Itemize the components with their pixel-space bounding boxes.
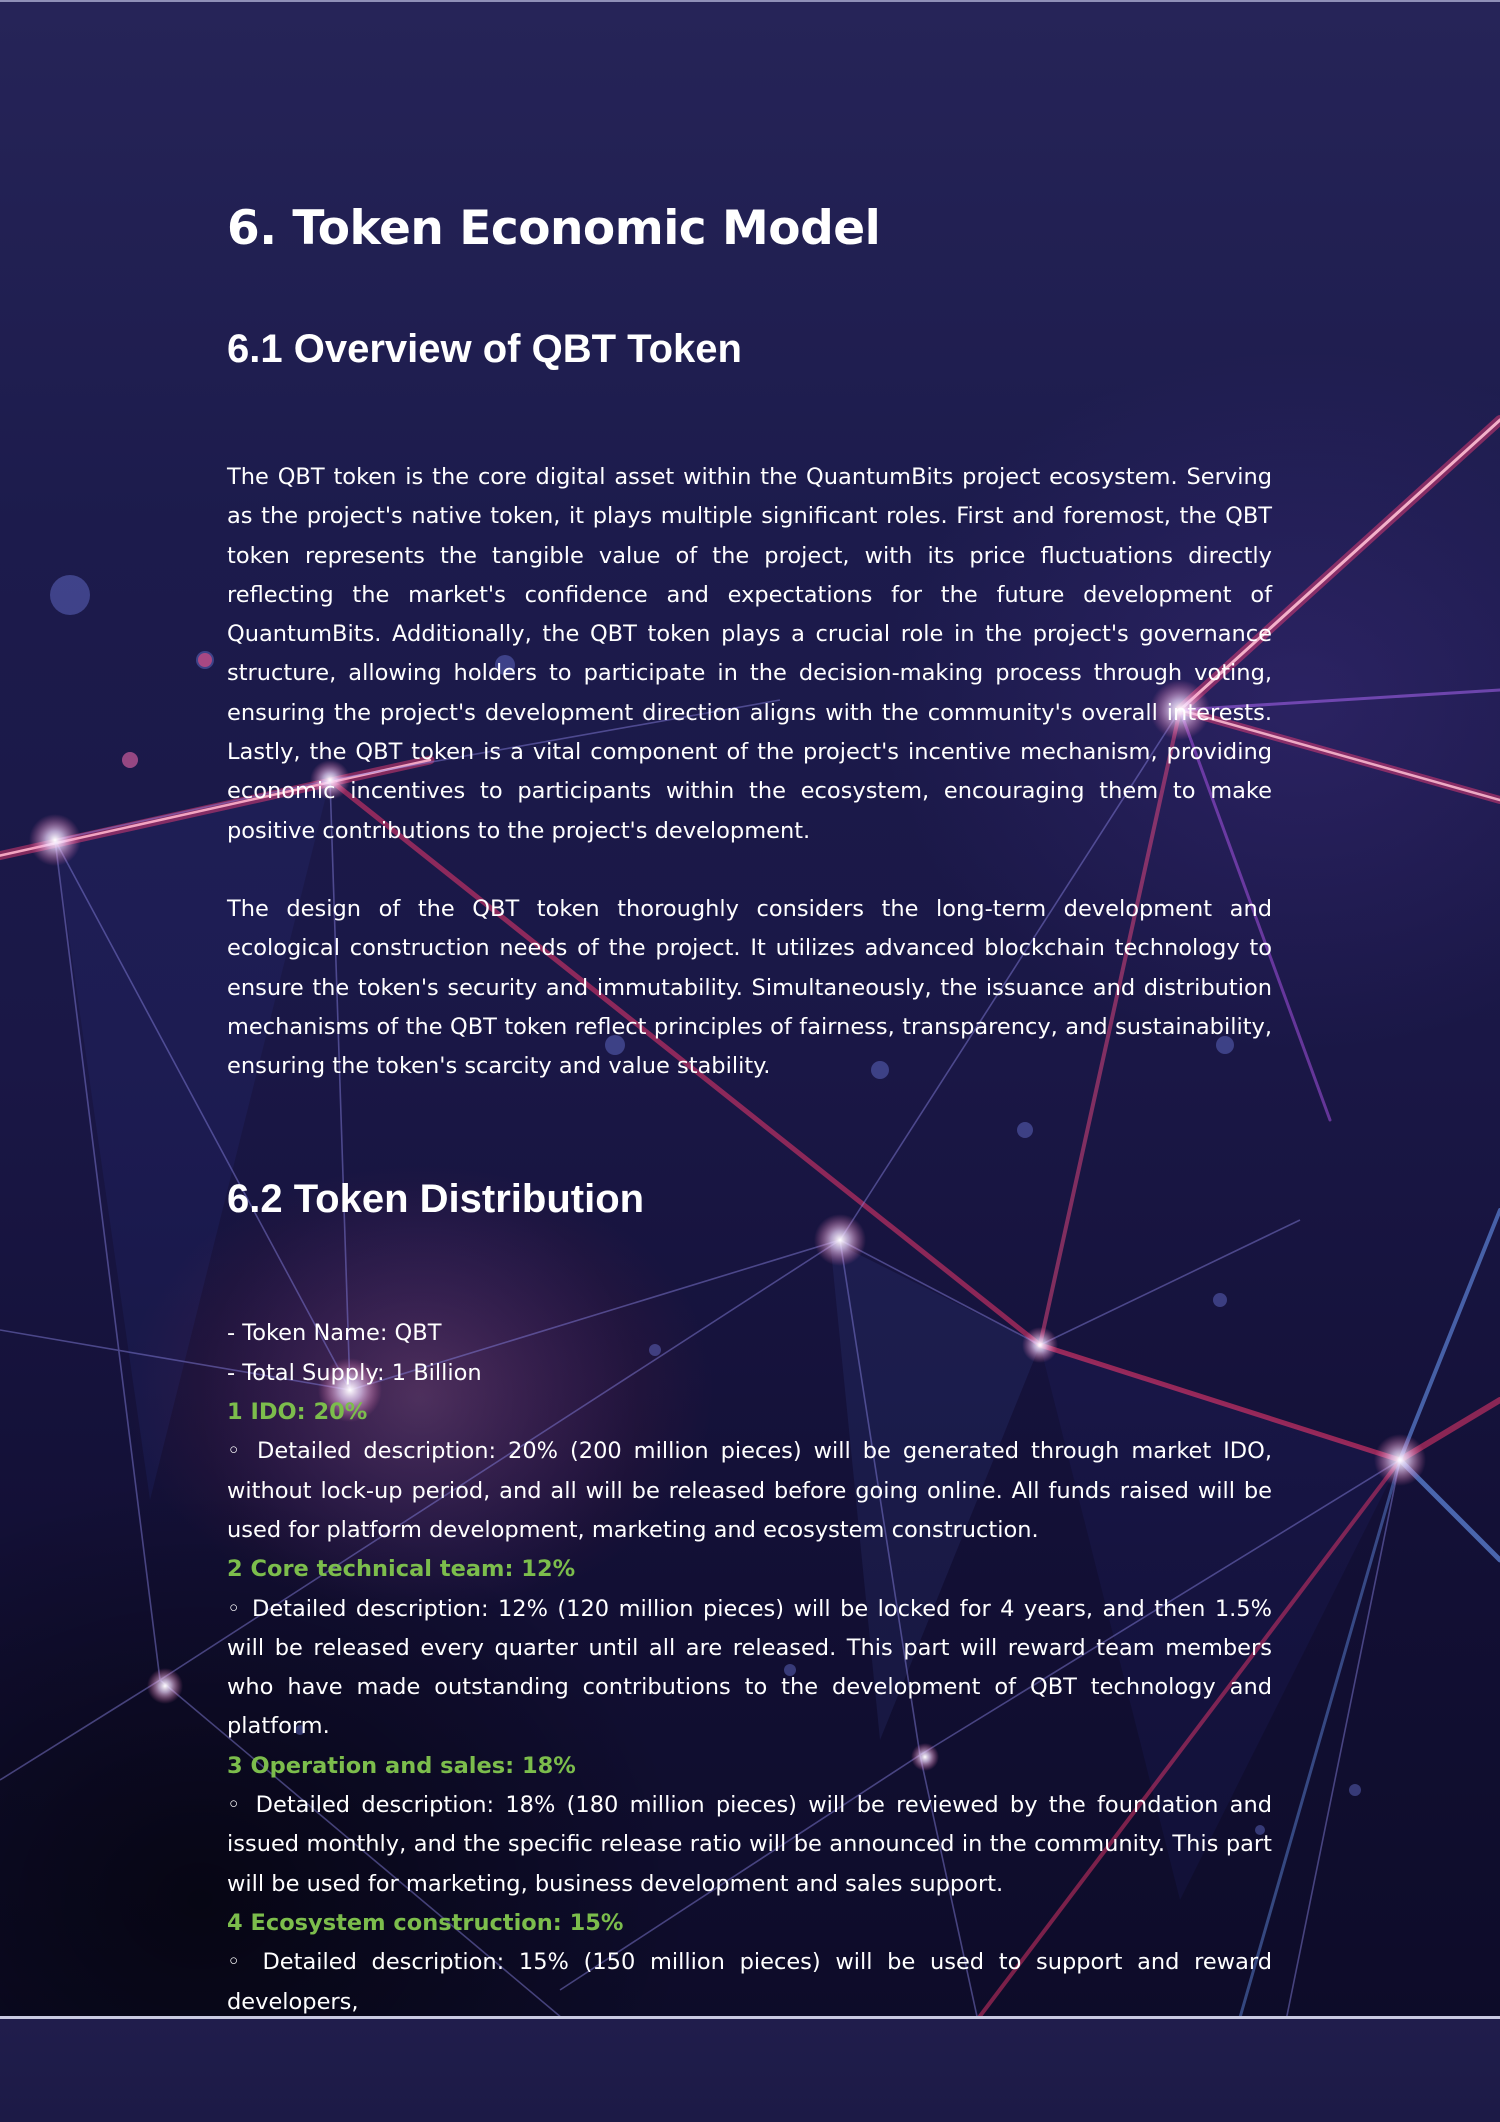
allocation-description-ido: ◦ Detailed description: 20% (200 million pieces) will be generated through market IDO, without lock-up period, and all will be released before going online. All funds raised will be used for platform development, marketing and ecosystem construction. <box>227 1438 1272 1543</box>
total-supply-line: - Total Supply: 1 Billion <box>227 1359 482 1386</box>
allocation-description-ecosystem: ◦ Detailed description: 15% (150 million pieces) will be used to support and reward developers, <box>227 1949 1272 2015</box>
document-content <box>227 190 1272 2022</box>
overview-paragraph-2: The design of the QBT token thoroughly considers the long-term development and ecological construction needs of the project. It utilizes advanced blockchain technology to ensure the token's security and immutability. Simultaneously, the issuance and distribution mechanisms of the QBT token reflect principles of fairness, transparency, and sustainability, ensuring the token's scarcity and value stability. <box>227 895 1272 1080</box>
section-title: 6. Token Economic Model <box>227 201 881 256</box>
allocation-description-operations: ◦ Detailed description: 18% (180 million pieces) will be reviewed by the foundation and issued monthly, and the specific release ratio will be announced in the community. This part will be used for marketing, business development and sales support. <box>227 1792 1272 1897</box>
allocation-heading-ecosystem: 4 Ecosystem construction: 15% <box>227 1909 624 1936</box>
allocation-heading-operations: 3 Operation and sales: 18% <box>227 1752 576 1779</box>
token-name-line: - Token Name: QBT <box>227 1320 442 1347</box>
subsection-title-distribution: 6.2 Token Distribution <box>227 1177 645 1222</box>
subsection-title-overview: 6.1 Overview of QBT Token <box>227 327 742 371</box>
top-rule <box>0 0 1500 2</box>
allocation-description-team: ◦ Detailed description: 12% (120 million pieces) will be locked for 4 years, and then 1.5% will be released every quarter until all are released. This part will reward team members who have made outstanding contributions to the development of QBT technology and platform. <box>227 1595 1272 1740</box>
token-distribution-list <box>227 1314 1272 2021</box>
allocation-heading-ido: 1 IDO: 20% <box>227 1399 368 1426</box>
overview-paragraph-1: The QBT token is the core digital asset within the QuantumBits project ecosystem. Serving as the project's native token, it plays multiple significant roles. First and foremost, the QBT token represents the tangible value of the project, with its price fluctuations directly reflecting the market's confidence and expectations for the future development of QuantumBits. Additionally, the QBT token plays a crucial role in the project's governance structure, allowing holders to participate in the decision-making process through voting, ensuring the project's development direction aligns with the community's overall interests. Lastly, the QBT token is a vital component of the project's incentive mechanism, providing economic incentives to participants within the ecosystem, encouraging them to make positive contributions to the project's development. <box>227 464 1272 844</box>
footer-band <box>0 2019 1500 2122</box>
allocation-heading-team: 2 Core technical team: 12% <box>227 1556 576 1583</box>
